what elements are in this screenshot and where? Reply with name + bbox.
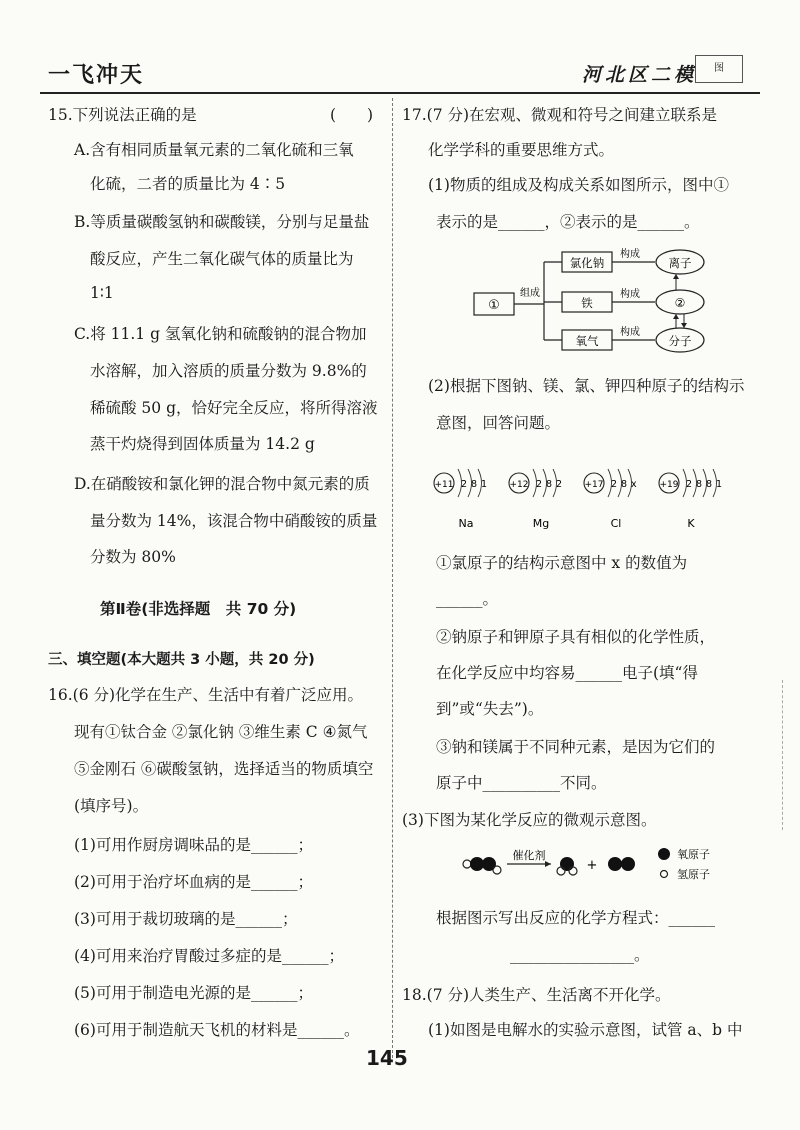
q15-option-c-line1: C.将 11.1 g 氢氧化钠和硫酸钠的混合物加	[74, 325, 367, 343]
q17-part2-line2: 意图，回答问题。	[436, 414, 561, 432]
q17-part2-line1: (2)根据下图钠、镁、氯、钾四种原子的结构示	[428, 377, 745, 395]
o-atom	[560, 857, 574, 871]
q16-sub1: (1)可用作厨房调味品的是______；	[74, 836, 313, 854]
nucleus-charge: +11	[434, 480, 454, 490]
box-nacl-text: 氯化钠	[569, 256, 605, 270]
shell-electron-count: 8	[546, 479, 553, 490]
q17-part1-line1: (1)物质的组成及构成关系如图所示，图中①	[428, 176, 729, 194]
label-constitute-2: 构成	[620, 289, 640, 300]
part2-heading: 第Ⅱ卷(非选择题 共 70 分)	[100, 600, 297, 618]
o-atom	[608, 857, 622, 871]
reaction-diagram	[455, 840, 735, 888]
atom-diagram-na	[434, 469, 487, 530]
q17-item2-line3: 到”或“失去”)。	[436, 700, 544, 718]
h-atom	[557, 867, 565, 875]
nucleus-charge: +17	[584, 480, 604, 490]
element-symbol: Cl	[610, 517, 622, 530]
page-number: 145	[366, 1046, 408, 1070]
atom-diagram-cl	[584, 469, 637, 530]
shell-electron-count: 8	[696, 479, 703, 490]
legend-h-text: 氢原子	[677, 868, 710, 881]
shell-electron-count: 8	[621, 479, 628, 490]
ion-text: 离子	[668, 256, 692, 270]
margin-dots	[782, 680, 783, 830]
q16-line3: ⑤金刚石 ⑥碳酸氢钠，选择适当的物质填空	[74, 760, 374, 778]
particle-2-text: ②	[674, 296, 686, 310]
q17-item2-line2: 在化学反应中均容易______电子(填“得	[436, 664, 698, 682]
q15-option-c-line4: 蒸干灼烧得到固体质量为 14.2 g	[90, 435, 315, 453]
label-constitute-3: 构成	[620, 327, 640, 338]
o-atom	[621, 857, 635, 871]
q15-option-b-line3: 1∶1	[90, 284, 114, 302]
q15-option-d-line3: 分数为 80%	[90, 548, 176, 566]
h-atom	[569, 867, 577, 875]
q16-sub5: (5)可用于制造电光源的是______；	[74, 984, 313, 1002]
q17-part1-line2: 表示的是______，②表示的是______。	[436, 213, 700, 231]
q16-sub4: (4)可用来治疗胃酸过多症的是______；	[74, 947, 344, 965]
q16-sub3: (3)可用于裁切玻璃的是______；	[74, 910, 298, 928]
box-o2-text: 氧气	[575, 334, 599, 348]
legend-o-text: 氧原子	[677, 848, 710, 861]
composition-diagram	[470, 240, 730, 358]
q15-option-a-line1: A.含有相同质量氧元素的二氧化硫和三氧	[74, 141, 354, 159]
h-atom	[463, 860, 471, 868]
atom-diagram-mg	[509, 469, 562, 530]
q17-line1: 17.(7 分)在宏观、微观和符号之间建立联系是	[402, 106, 718, 124]
corner-label: 图	[695, 55, 743, 83]
q17-item3-line1: ③钠和镁属于不同种元素，是因为它们的	[436, 738, 716, 756]
shell-electron-count: 2	[686, 479, 693, 490]
label-compose: 组成	[520, 288, 540, 299]
molecule-text: 分子	[668, 334, 692, 348]
shell-electron-count: 2	[536, 479, 543, 490]
atom-diagram-k	[659, 469, 722, 530]
q16-line1: 16.(6 分)化学在生产、生活中有着广泛应用。	[48, 686, 364, 704]
q17-part3: (3)下图为某化学反应的微观示意图。	[402, 811, 657, 829]
q16-line2: 现有①钛合金 ②氯化钠 ③维生素 C ④氮气	[74, 723, 368, 741]
element-symbol: Na	[458, 517, 474, 530]
shell-electron-count: 2	[556, 479, 563, 490]
q15-bracket: ( )	[330, 106, 374, 124]
box-fe-text: 铁	[581, 296, 593, 310]
q17-equation-line1: 根据图示写出反应的化学方程式：______	[436, 909, 716, 927]
o-atom	[470, 857, 484, 871]
q16-sub2: (2)可用于治疗坏血病的是______；	[74, 873, 313, 891]
element-symbol: Mg	[532, 517, 550, 530]
q17-item1-line2: ______。	[436, 590, 499, 608]
plus-sign: +	[586, 858, 598, 873]
shell-electron-count: 8	[706, 479, 713, 490]
q17-line2: 化学学科的重要思维方式。	[428, 141, 615, 159]
q16-sub6: (6)可用于制造航天飞机的材料是______。	[74, 1021, 360, 1039]
section3-heading: 三、填空题(本大题共 3 小题，共 20 分)	[48, 652, 315, 668]
q15-option-d-line2: 量分数为 14%，该混合物中硝酸铵的质量	[90, 512, 378, 530]
q15-option-b-line1: B.等质量碳酸氢钠和碳酸镁，分别与足量盐	[74, 213, 370, 231]
q18-line1: 18.(7 分)人类生产、生活离不开化学。	[402, 986, 671, 1004]
q15-option-c-line2: 水溶解，加入溶质的质量分数为 9.8%的	[90, 362, 367, 380]
shell-electron-count: 2	[611, 479, 618, 490]
q17-item2-line1: ②钠原子和钾原子具有相似的化学性质，	[436, 628, 716, 646]
legend-o-atom	[658, 848, 670, 860]
header-rule	[40, 92, 760, 94]
exam-title: 河北区二模	[582, 64, 698, 86]
shell-electron-count: 2	[461, 479, 468, 490]
catalyst-label: 催化剂	[512, 849, 546, 862]
q15-option-d-line1: D.在硝酸铵和氯化钾的混合物中氮元素的质	[74, 475, 370, 493]
q17-item3-line2: 原子中__________不同。	[436, 774, 607, 792]
box-element-1-text: ①	[488, 298, 500, 313]
q15-option-b-line2: 酸反应，产生二氧化碳气体的质量比为	[90, 250, 354, 268]
o-atom	[482, 857, 496, 871]
q16-line4: (填序号)。	[74, 797, 149, 815]
shell-electron-count: 8	[471, 479, 478, 490]
q17-equation-line2: ________________。	[510, 946, 650, 964]
series-title: 一飞冲天	[48, 63, 145, 88]
q15-option-a-line2: 化硫，二者的质量比为 4∶5	[90, 175, 286, 193]
atom-structure-diagrams	[432, 455, 752, 535]
legend-h-atom	[661, 871, 668, 878]
shell-electron-count: x	[631, 479, 637, 490]
nucleus-charge: +19	[659, 480, 679, 490]
label-constitute-1: 构成	[620, 249, 640, 260]
shell-electron-count: 1	[481, 479, 488, 490]
column-divider	[392, 98, 393, 1058]
q15-option-c-line3: 稀硫酸 50 g，恰好完全反应，将所得溶液	[90, 399, 378, 417]
q15-stem: 15.下列说法正确的是	[48, 106, 197, 124]
nucleus-charge: +12	[509, 480, 529, 490]
shell-electron-count: 1	[716, 479, 723, 490]
q17-item1-line1: ①氯原子的结构示意图中 x 的数值为	[436, 554, 688, 572]
h-atom	[493, 866, 501, 874]
q18-line2: (1)如图是电解水的实验示意图，试管 a、b 中	[428, 1021, 743, 1039]
element-symbol: K	[687, 517, 695, 530]
